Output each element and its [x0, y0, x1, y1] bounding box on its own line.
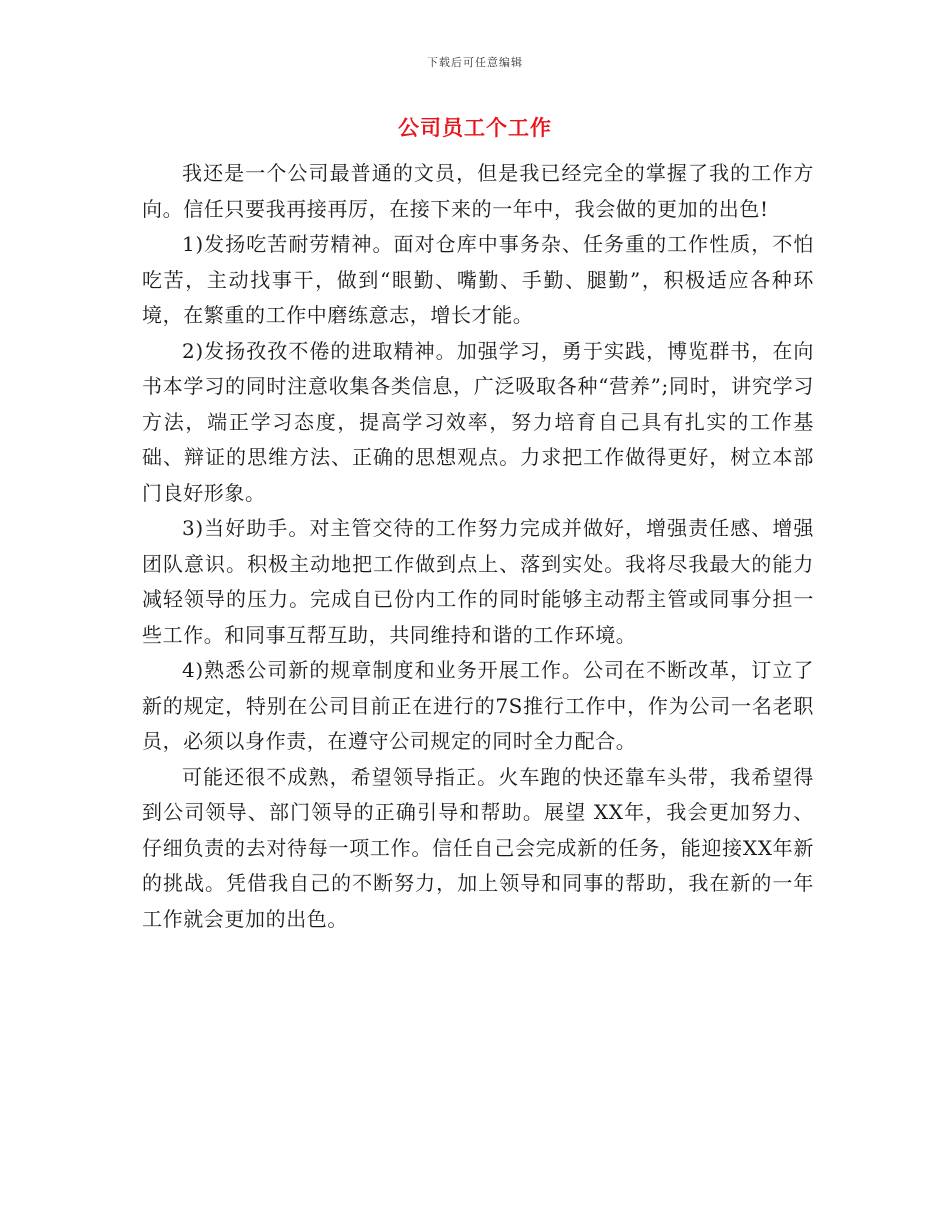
paragraph-point-1: 1)发扬吃苦耐劳精神。面对仓库中事务杂、任务重的工作性质，不怕吃苦，主动找事干，做到“眼勤、嘴勤、手勤、腿勤”，积极适应各种环境，在繁重的工作中磨练意志，增长才能。 — [142, 232, 814, 327]
document-title: 公司员工个工作 — [398, 115, 552, 140]
document-body — [142, 156, 814, 937]
paragraph-point-4: 4)熟悉公司新的规章制度和业务开展工作。公司在不断改革，订立了新的规定，特别在公司目前正在进行的7S推行工作中，作为公司一名老职员，必须以身作责，在遵守公司规定的同时全力配合。 — [142, 658, 814, 753]
paragraph-conclusion: 可能还很不成熟，希望领导指正。火车跑的快还靠车头带，我希望得到公司领导、部门领导的正确引导和帮助。展望 XX年，我会更加努力、仔细负责的去对待每一项工作。信任自己会完成新的任务，能迎接XX年新的挑战。凭借我自己的不断努力，加上领导和同事的帮助，我在新的一年工作就会更加的出色。 — [142, 764, 814, 931]
header-note: 下载后可任意编辑 — [427, 56, 523, 69]
paragraph-intro: 我还是一个公司最普通的文员，但是我已经完全的掌握了我的工作方向。信任只要我再接再厉，在接下来的一年中，我会做的更加的出色! — [142, 161, 814, 221]
paragraph-point-3: 3)当好助手。对主管交待的工作努力完成并做好，增强责任感、增强团队意识。积极主动地把工作做到点上、落到实处。我将尽我最大的能力减轻领导的压力。完成自已份内工作的同时能够主动帮主管或同事分担一些工作。和同事互帮互助，共同维持和谐的工作环境。 — [142, 516, 814, 647]
paragraph-point-2: 2)发扬孜孜不倦的进取精神。加强学习，勇于实践，博览群书，在向书本学习的同时注意收集各类信息，广泛吸取各种“营养”;同时，讲究学习方法，端正学习态度，提高学习效率，努力培育自己具有扎实的工作基础、辩证的思维方法、正确的思想观点。力求把工作做得更好，树立本部门良好形象。 — [142, 338, 814, 505]
